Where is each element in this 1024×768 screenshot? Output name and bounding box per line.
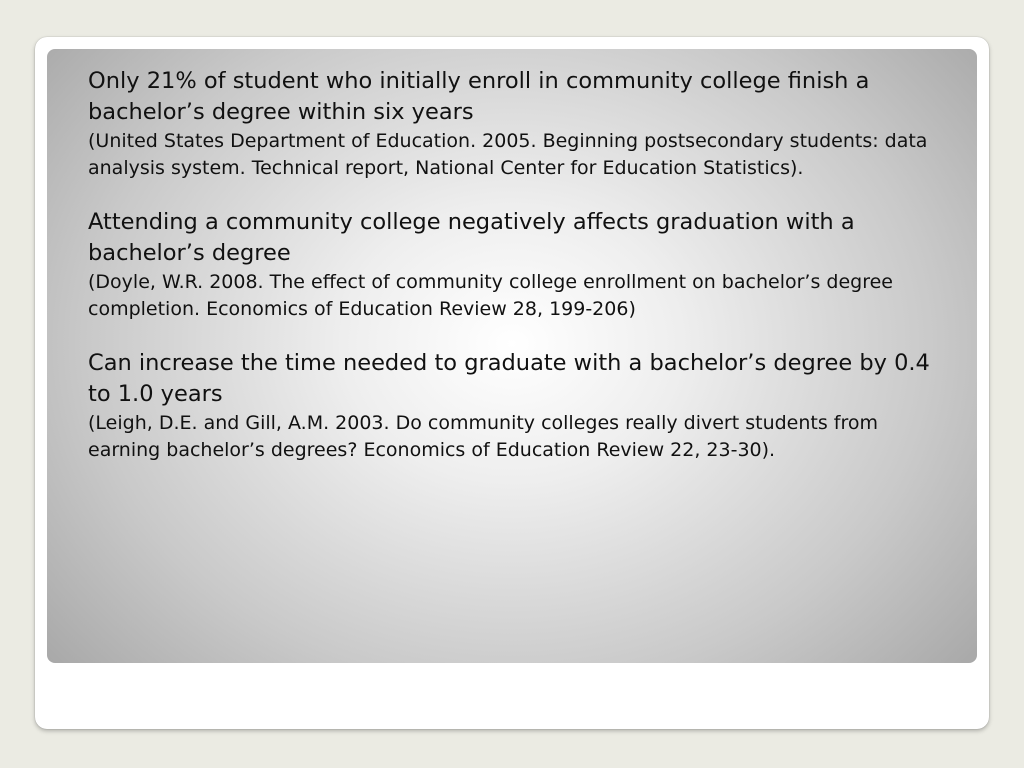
point-3 [88,348,948,464]
slide-card [35,37,989,729]
content-panel [47,49,977,663]
citation-text: (United States Department of Education. 2005. Beginning postsecondary students: data analysis system. Technical report, National Center for Education Statistics). [88,130,928,179]
point-2 [88,207,948,323]
claim-text: Attending a community college negatively affects graduation with a bachelor’s degree [88,209,855,266]
citation-text: (Leigh, D.E. and Gill, A.M. 2003. Do community colleges really divert students from earning bachelor’s degrees? Economics of Education Review 22, 23-30). [88,412,879,461]
point-1 [88,66,948,182]
claim-text: Can increase the time needed to graduate with a bachelor’s degree by 0.4 to 1.0 years [88,350,930,407]
paragraph-gap [88,182,948,207]
claim-text: Only 21% of student who initially enroll in community college finish a bachelor’s degree within six years [88,68,870,125]
slide-text-block [88,66,948,464]
paragraph-gap [88,323,948,348]
citation-text: (Doyle, W.R. 2008. The effect of community college enrollment on bachelor’s degree completion. Economics of Education Review 28, 199-206) [88,271,893,320]
